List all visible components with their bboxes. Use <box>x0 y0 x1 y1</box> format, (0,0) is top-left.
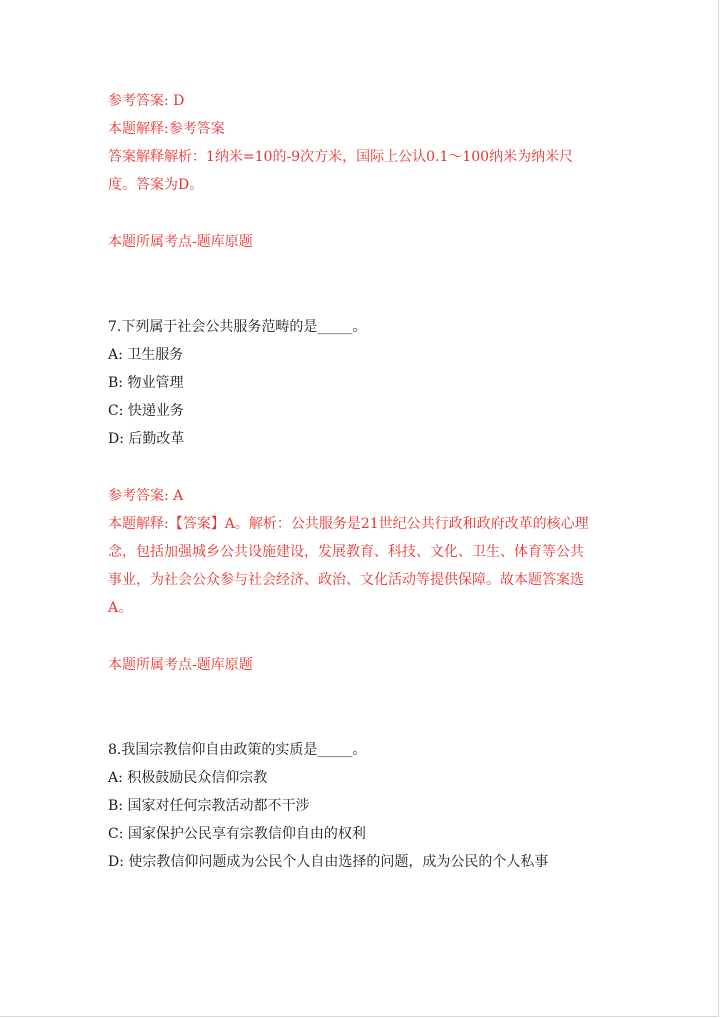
q6-analysis-line-1: 答案解释解析：1纳米=10的-9次方米，国际上公认0.1～100纳米为纳米尺 <box>108 149 574 165</box>
q7-option-a: A: 卫生服务 <box>108 347 184 363</box>
q7-source: 本题所属考点-题库原题 <box>108 657 253 673</box>
q6-explanation-label: 本题解释:参考答案 <box>108 121 225 137</box>
q6-analysis-line-2: 度。答案为D。 <box>108 177 204 193</box>
q7-option-c: C: 快递业务 <box>108 403 184 419</box>
q7-explanation-line-4: A。 <box>108 600 133 616</box>
q7-option-d: D: 后勤改革 <box>108 431 185 447</box>
q8-option-d: D: 使宗教信仰问题成为公民个人自由选择的问题，成为公民的个人私事 <box>108 854 549 870</box>
q6-source: 本题所属考点-题库原题 <box>108 234 253 250</box>
q8-option-c: C: 国家保护公民享有宗教信仰自由的权利 <box>108 826 366 842</box>
q7-explanation-line-1: 本题解释:【答案】A。解析：公共服务是21世纪公共行政和政府改革的核心理 <box>108 516 589 532</box>
q7-explanation-line-3: 事业，为社会公众参与社会经济、政治、文化活动等提供保障。故本题答案选 <box>108 572 584 588</box>
q8-option-a: A: 积极鼓励民众信仰宗教 <box>108 770 268 786</box>
q7-stem: 7.下列属于社会公共服务范畴的是_____。 <box>108 319 367 335</box>
q7-answer: 参考答案: A <box>108 488 184 504</box>
q8-option-b: B: 国家对任何宗教活动都不干涉 <box>108 798 310 814</box>
q6-answer: 参考答案: D <box>108 93 185 109</box>
q8-stem: 8.我国宗教信仰自由政策的实质是_____。 <box>108 742 367 758</box>
q7-option-b: B: 物业管理 <box>108 375 184 391</box>
q7-explanation-line-2: 念，包括加强城乡公共设施建设，发展教育、科技、文化、卫生、体育等公共 <box>108 544 584 560</box>
